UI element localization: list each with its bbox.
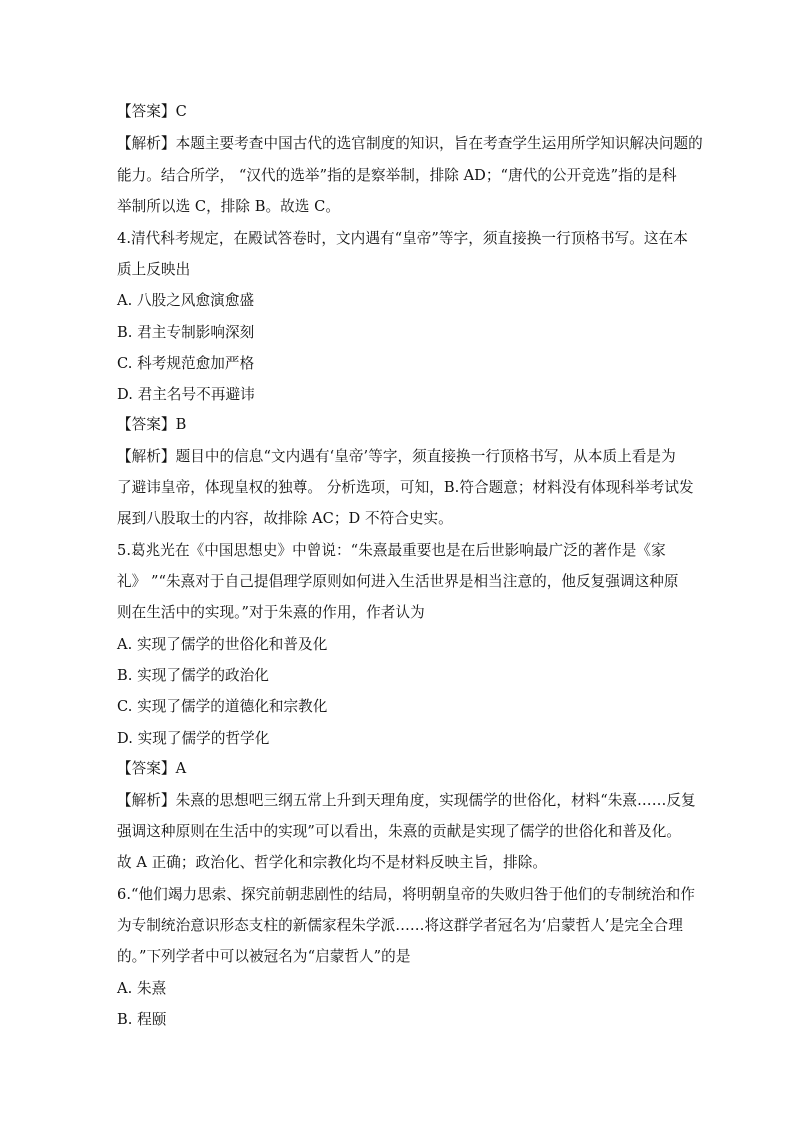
question-5-stem-c: 则在生活中的实现。”对于朱熹的作用，作者认为 <box>117 604 425 621</box>
answer-line-5: 【答案】A <box>117 760 187 777</box>
answer-line-3: 【答案】C <box>117 103 187 120</box>
analysis-line-4c: 展到八股取士的内容，故排除 AC；D 不符合史实。 <box>117 510 453 527</box>
question-5-option-c: C. 实现了儒学的道德化和宗教化 <box>117 698 328 715</box>
question-6-stem-b: 为专制统治意识形态支柱的新儒家程朱学派……将这群学者冠名为‘启蒙哲人’是完全合理 <box>117 917 683 934</box>
question-5-option-d: D. 实现了儒学的哲学化 <box>117 730 270 747</box>
question-4-option-d: D. 君主名号不再避讳 <box>117 386 255 403</box>
question-6-option-a: A. 朱熹 <box>117 980 167 997</box>
analysis-line-4b: 了避讳皇帝，体现皇权的独尊。 分析选项，可知，B.符合题意；材料没有体现科举考试发 <box>117 479 694 496</box>
analysis-line-5b: 强调这种原则在生活中的实现”可以看出，朱熹的贡献是实现了儒学的世俗化和普及化。 <box>117 823 681 840</box>
question-4-option-b: B. 君主专制影响深刻 <box>117 324 255 341</box>
analysis-line-3b: 能力。结合所学， “汉代的选举”指的是察举制，排除 AD；“唐代的公开竞选”指的是科 <box>117 167 677 184</box>
analysis-line-4a: 【解析】题目中的信息“文内遇有‘皇帝’等字，须直接换一行顶格书写，从本质上看是为 <box>117 448 676 465</box>
question-5-option-b: B. 实现了儒学的政治化 <box>117 667 269 684</box>
answer-line-4: 【答案】B <box>117 416 187 433</box>
question-4-stem-b: 质上反映出 <box>117 261 191 278</box>
question-6-stem-c: 的。”下列学者中可以被冠名为“启蒙哲人”的是 <box>117 948 411 965</box>
analysis-line-3c: 举制所以选 C，排除 B。故选 C。 <box>117 198 340 215</box>
question-5-stem-b: 礼》 ”“朱熹对于自己提倡理学原则如何进入生活世界是相当注意的，他反复强调这种原 <box>117 573 679 590</box>
question-4-stem-a: 4.清代科考规定，在殿试答卷时，文内遇有“皇帝”等字，须直接换一行顶格书写。这在本 <box>117 230 688 247</box>
question-6-option-b: B. 程颐 <box>117 1011 167 1028</box>
question-4-option-a: A. 八股之风愈演愈盛 <box>117 292 255 309</box>
analysis-line-3a: 【解析】本题主要考查中国古代的选官制度的知识，旨在考查学生运用所学知识解决问题的 <box>117 135 703 152</box>
analysis-line-5a: 【解析】朱熹的思想吧三纲五常上升到天理角度，实现儒学的世俗化，材料“朱熹……反复 <box>117 792 696 809</box>
question-5-stem-a: 5.葛兆光在《中国思想史》中曾说：“朱熹最重要也是在后世影响最广泛的著作是《家 <box>117 542 666 559</box>
question-4-option-c: C. 科考规范愈加严格 <box>117 355 255 372</box>
analysis-line-5c: 故 A 正确；政治化、哲学化和宗教化均不是材料反映主旨，排除。 <box>117 854 547 871</box>
question-5-option-a: A. 实现了儒学的世俗化和普及化 <box>117 636 328 653</box>
question-6-stem-a: 6.“他们竭力思索、探究前朝悲剧性的结局，将明朝皇帝的失败归咎于他们的专制统治和作 <box>117 886 696 903</box>
